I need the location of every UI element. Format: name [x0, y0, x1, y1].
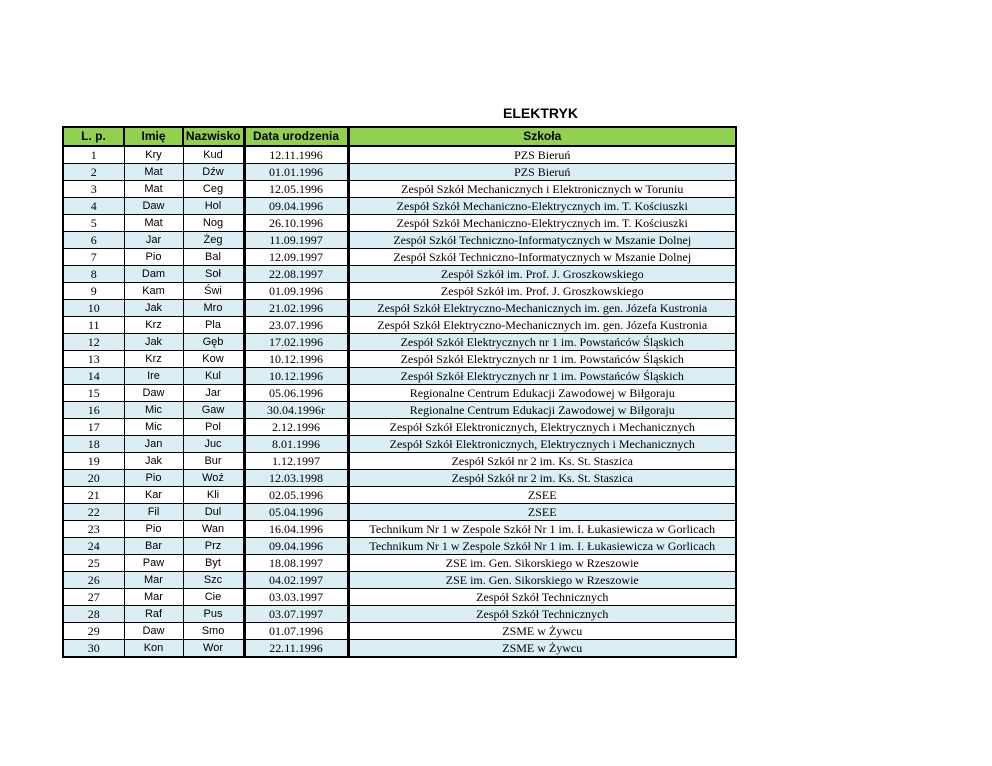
cell-szkola: Zespół Szkół Elektryczno-Mechanicznych im. gen. Józefa Kustronia	[348, 300, 736, 317]
table-row	[63, 555, 736, 572]
table-row	[63, 623, 736, 640]
cell-nazwisko: Nog	[183, 215, 244, 232]
cell-szkola: Zespół Szkół Mechanicznych i Elektronicznych w Toruniu	[348, 181, 736, 198]
cell-szkola: Zespół Szkół Techniczno-Informatycznych w Mszanie Dolnej	[348, 232, 736, 249]
cell-imie: Daw	[124, 623, 183, 640]
cell-nazwisko: Kow	[183, 351, 244, 368]
cell-lp: 29	[63, 623, 124, 640]
cell-szkola: Zespół Szkół Techniczno-Informatycznych w Mszanie Dolnej	[348, 249, 736, 266]
table-row	[63, 368, 736, 385]
cell-lp: 7	[63, 249, 124, 266]
cell-nazwisko: Pol	[183, 419, 244, 436]
cell-szkola: ZSEE	[348, 487, 736, 504]
cell-nazwisko: Woź	[183, 470, 244, 487]
cell-lp: 6	[63, 232, 124, 249]
table-row	[63, 572, 736, 589]
table-header-row	[63, 127, 736, 146]
cell-imie: Raf	[124, 606, 183, 623]
cell-nazwisko: Dul	[183, 504, 244, 521]
table-row	[63, 436, 736, 453]
cell-szkola: Zespół Szkół im. Prof. J. Groszkowskiego	[348, 283, 736, 300]
cell-nazwisko: Bur	[183, 453, 244, 470]
cell-szkola: Regionalne Centrum Edukacji Zawodowej w Biłgoraju	[348, 402, 736, 419]
cell-data-urodzenia: 23.07.1996	[244, 317, 348, 334]
cell-nazwisko: Świ	[183, 283, 244, 300]
cell-nazwisko: Gęb	[183, 334, 244, 351]
cell-lp: 19	[63, 453, 124, 470]
cell-lp: 17	[63, 419, 124, 436]
column-header-szkola: Szkoła	[348, 127, 736, 146]
cell-nazwisko: Wan	[183, 521, 244, 538]
table-row	[63, 198, 736, 215]
cell-szkola: Zespół Szkół Mechaniczno-Elektrycznych im. T. Kościuszki	[348, 198, 736, 215]
cell-nazwisko: Kul	[183, 368, 244, 385]
cell-szkola: Zespół Szkół nr 2 im. Ks. St. Staszica	[348, 470, 736, 487]
cell-nazwisko: Juc	[183, 436, 244, 453]
cell-imie: Mat	[124, 215, 183, 232]
cell-imie: Pio	[124, 470, 183, 487]
cell-imie: Kar	[124, 487, 183, 504]
cell-nazwisko: Mro	[183, 300, 244, 317]
cell-lp: 3	[63, 181, 124, 198]
table-row	[63, 146, 736, 164]
cell-imie: Fil	[124, 504, 183, 521]
table-row	[63, 504, 736, 521]
cell-data-urodzenia: 2.12.1996	[244, 419, 348, 436]
cell-data-urodzenia: 12.09.1997	[244, 249, 348, 266]
cell-imie: Jak	[124, 334, 183, 351]
cell-szkola: ZSEE	[348, 504, 736, 521]
cell-nazwisko: Byt	[183, 555, 244, 572]
cell-nazwisko: Wor	[183, 640, 244, 658]
cell-data-urodzenia: 05.06.1996	[244, 385, 348, 402]
cell-lp: 4	[63, 198, 124, 215]
table-row	[63, 283, 736, 300]
cell-data-urodzenia: 02.05.1996	[244, 487, 348, 504]
cell-nazwisko: Jar	[183, 385, 244, 402]
cell-data-urodzenia: 12.11.1996	[244, 146, 348, 164]
page-title: ELEKTRYK	[503, 105, 578, 121]
cell-szkola: Zespół Szkół Technicznych	[348, 589, 736, 606]
cell-szkola: Zespół Szkół im. Prof. J. Groszkowskiego	[348, 266, 736, 283]
cell-data-urodzenia: 22.11.1996	[244, 640, 348, 658]
column-header-nazwisko: Nazwisko	[183, 127, 244, 146]
cell-szkola: Zespół Szkół Elektrycznych nr 1 im. Powstańców Śląskich	[348, 334, 736, 351]
cell-nazwisko: Kud	[183, 146, 244, 164]
column-header-data-urodzenia: Data urodzenia	[244, 127, 348, 146]
cell-lp: 2	[63, 164, 124, 181]
table-row	[63, 402, 736, 419]
cell-nazwisko: Prz	[183, 538, 244, 555]
cell-data-urodzenia: 17.02.1996	[244, 334, 348, 351]
cell-lp: 24	[63, 538, 124, 555]
cell-imie: Jan	[124, 436, 183, 453]
cell-szkola: ZSME w Żywcu	[348, 640, 736, 658]
cell-lp: 8	[63, 266, 124, 283]
cell-nazwisko: Ceg	[183, 181, 244, 198]
cell-imie: Krz	[124, 317, 183, 334]
cell-lp: 1	[63, 146, 124, 164]
cell-nazwisko: Pus	[183, 606, 244, 623]
cell-nazwisko: Cie	[183, 589, 244, 606]
cell-szkola: PZS Bieruń	[348, 164, 736, 181]
cell-imie: Mar	[124, 589, 183, 606]
cell-data-urodzenia: 01.07.1996	[244, 623, 348, 640]
cell-lp: 18	[63, 436, 124, 453]
cell-lp: 22	[63, 504, 124, 521]
cell-nazwisko: Pla	[183, 317, 244, 334]
cell-lp: 21	[63, 487, 124, 504]
cell-nazwisko: Kli	[183, 487, 244, 504]
cell-lp: 10	[63, 300, 124, 317]
table-row	[63, 640, 736, 658]
cell-lp: 5	[63, 215, 124, 232]
cell-szkola: Zespół Szkół Elektrycznych nr 1 im. Powstańców Śląskich	[348, 368, 736, 385]
students-table	[62, 126, 737, 658]
table-row	[63, 453, 736, 470]
cell-lp: 14	[63, 368, 124, 385]
cell-imie: Pio	[124, 249, 183, 266]
table-row	[63, 266, 736, 283]
cell-data-urodzenia: 8.01.1996	[244, 436, 348, 453]
cell-imie: Mic	[124, 419, 183, 436]
cell-data-urodzenia: 1.12.1997	[244, 453, 348, 470]
table-row	[63, 470, 736, 487]
cell-data-urodzenia: 16.04.1996	[244, 521, 348, 538]
table-row	[63, 215, 736, 232]
cell-data-urodzenia: 10.12.1996	[244, 368, 348, 385]
table-row	[63, 351, 736, 368]
cell-data-urodzenia: 03.07.1997	[244, 606, 348, 623]
cell-imie: Krz	[124, 351, 183, 368]
cell-szkola: Zespół Szkół Elektrycznych nr 1 im. Powstańców Śląskich	[348, 351, 736, 368]
cell-data-urodzenia: 10.12.1996	[244, 351, 348, 368]
cell-imie: Jar	[124, 232, 183, 249]
table-row	[63, 300, 736, 317]
cell-nazwisko: Dźw	[183, 164, 244, 181]
cell-imie: Mat	[124, 164, 183, 181]
cell-lp: 16	[63, 402, 124, 419]
cell-nazwisko: Smo	[183, 623, 244, 640]
cell-data-urodzenia: 11.09.1997	[244, 232, 348, 249]
table-body	[63, 146, 736, 657]
cell-imie: Ire	[124, 368, 183, 385]
cell-lp: 9	[63, 283, 124, 300]
cell-szkola: ZSE im. Gen. Sikorskiego w Rzeszowie	[348, 572, 736, 589]
table-row	[63, 334, 736, 351]
cell-nazwisko: Bal	[183, 249, 244, 266]
column-header-imie: Imię	[124, 127, 183, 146]
cell-imie: Bar	[124, 538, 183, 555]
cell-lp: 12	[63, 334, 124, 351]
cell-lp: 25	[63, 555, 124, 572]
cell-nazwisko: Szc	[183, 572, 244, 589]
cell-data-urodzenia: 09.04.1996	[244, 198, 348, 215]
cell-szkola: Zespół Szkół Elektryczno-Mechanicznych im. gen. Józefa Kustronia	[348, 317, 736, 334]
cell-imie: Jak	[124, 453, 183, 470]
cell-szkola: Zespół Szkół Elektronicznych, Elektrycznych i Mechanicznych	[348, 436, 736, 453]
table-row	[63, 181, 736, 198]
table-row	[63, 385, 736, 402]
cell-imie: Mar	[124, 572, 183, 589]
table-row	[63, 164, 736, 181]
cell-szkola: Zespół Szkół nr 2 im. Ks. St. Staszica	[348, 453, 736, 470]
cell-imie: Kry	[124, 146, 183, 164]
cell-imie: Pio	[124, 521, 183, 538]
cell-imie: Mic	[124, 402, 183, 419]
table-row	[63, 419, 736, 436]
cell-szkola: Zespół Szkół Technicznych	[348, 606, 736, 623]
cell-data-urodzenia: 01.01.1996	[244, 164, 348, 181]
table-row	[63, 606, 736, 623]
cell-data-urodzenia: 21.02.1996	[244, 300, 348, 317]
cell-data-urodzenia: 04.02.1997	[244, 572, 348, 589]
cell-nazwisko: Gaw	[183, 402, 244, 419]
cell-data-urodzenia: 18.08.1997	[244, 555, 348, 572]
cell-nazwisko: Soł	[183, 266, 244, 283]
cell-data-urodzenia: 30.04.1996r	[244, 402, 348, 419]
cell-imie: Mat	[124, 181, 183, 198]
cell-lp: 11	[63, 317, 124, 334]
cell-nazwisko: Hol	[183, 198, 244, 215]
table-row	[63, 538, 736, 555]
cell-lp: 23	[63, 521, 124, 538]
cell-data-urodzenia: 09.04.1996	[244, 538, 348, 555]
cell-lp: 27	[63, 589, 124, 606]
cell-szkola: Technikum Nr 1 w Zespole Szkół Nr 1 im. I. Łukasiewicza w Gorlicach	[348, 538, 736, 555]
cell-imie: Jak	[124, 300, 183, 317]
cell-imie: Kon	[124, 640, 183, 658]
cell-szkola: ZSE im. Gen. Sikorskiego w Rzeszowie	[348, 555, 736, 572]
column-header-lp: L. p.	[63, 127, 124, 146]
cell-lp: 28	[63, 606, 124, 623]
table-row	[63, 317, 736, 334]
cell-szkola: ZSME w Żywcu	[348, 623, 736, 640]
cell-nazwisko: Żeg	[183, 232, 244, 249]
table-row	[63, 487, 736, 504]
cell-lp: 20	[63, 470, 124, 487]
cell-data-urodzenia: 12.03.1998	[244, 470, 348, 487]
cell-lp: 26	[63, 572, 124, 589]
cell-szkola: Zespół Szkół Mechaniczno-Elektrycznych im. T. Kościuszki	[348, 215, 736, 232]
cell-data-urodzenia: 01.09.1996	[244, 283, 348, 300]
cell-imie: Daw	[124, 198, 183, 215]
cell-imie: Dam	[124, 266, 183, 283]
table-row	[63, 521, 736, 538]
cell-data-urodzenia: 12.05.1996	[244, 181, 348, 198]
table-row	[63, 249, 736, 266]
cell-data-urodzenia: 26.10.1996	[244, 215, 348, 232]
cell-imie: Kam	[124, 283, 183, 300]
cell-szkola: Zespół Szkół Elektronicznych, Elektrycznych i Mechanicznych	[348, 419, 736, 436]
cell-szkola: Technikum Nr 1 w Zespole Szkół Nr 1 im. I. Łukasiewicza w Gorlicach	[348, 521, 736, 538]
table-row	[63, 589, 736, 606]
cell-data-urodzenia: 03.03.1997	[244, 589, 348, 606]
cell-imie: Daw	[124, 385, 183, 402]
cell-data-urodzenia: 22.08.1997	[244, 266, 348, 283]
cell-szkola: PZS Bieruń	[348, 146, 736, 164]
cell-imie: Paw	[124, 555, 183, 572]
cell-lp: 15	[63, 385, 124, 402]
cell-lp: 30	[63, 640, 124, 658]
table-row	[63, 232, 736, 249]
cell-szkola: Regionalne Centrum Edukacji Zawodowej w Biłgoraju	[348, 385, 736, 402]
cell-lp: 13	[63, 351, 124, 368]
cell-data-urodzenia: 05.04.1996	[244, 504, 348, 521]
